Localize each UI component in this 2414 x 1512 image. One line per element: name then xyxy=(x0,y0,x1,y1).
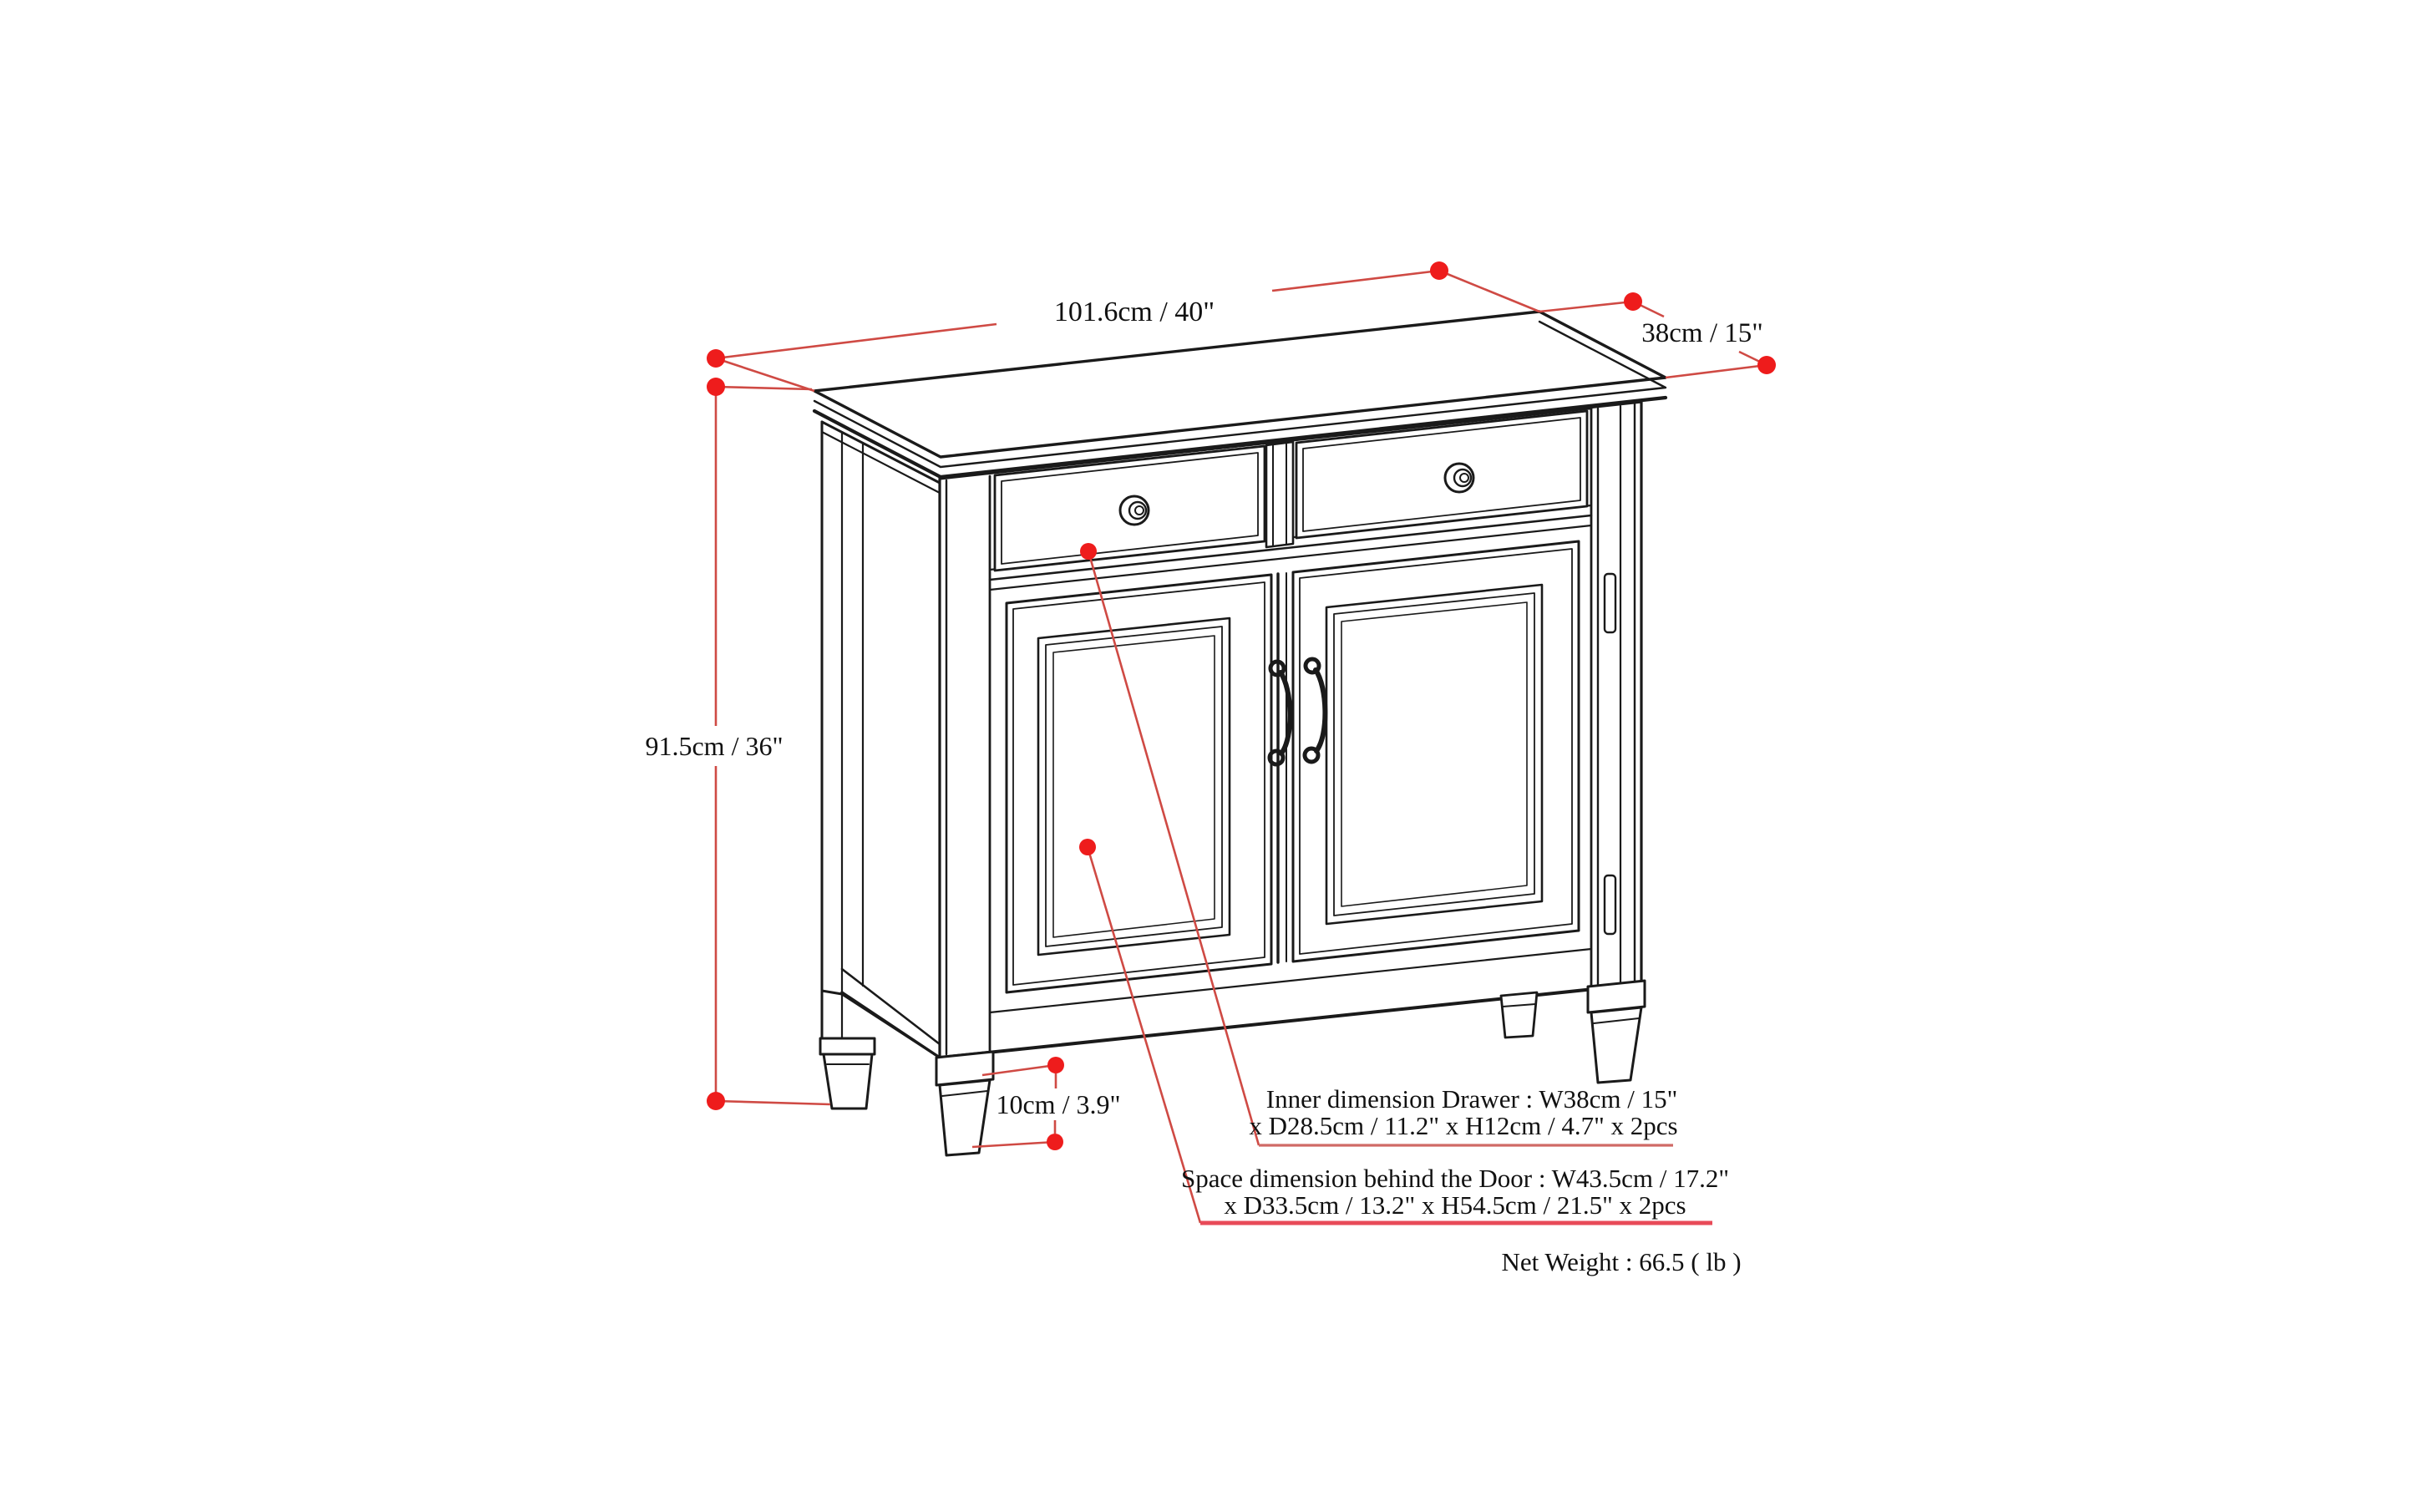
dimension-endpoint-dot xyxy=(1047,1134,1063,1150)
back-right-leg xyxy=(1501,992,1537,1038)
door-annotation-line2: x D33.5cm / 13.2" x H54.5cm / 21.5" x 2pcs xyxy=(1224,1190,1686,1220)
front-left-leg xyxy=(936,1052,993,1155)
dimension-endpoint-dot xyxy=(1430,261,1448,280)
left-door[interactable] xyxy=(1007,575,1271,992)
cabinet-drawing xyxy=(814,312,1666,1155)
dimension-endpoint-dot xyxy=(1624,292,1642,311)
height-dimension-label: 91.5cm / 36" xyxy=(645,731,784,761)
door-annotation-line1: Space dimension behind the Door : W43.5cm / 17.2" xyxy=(1180,1164,1730,1193)
drawer-center-stile xyxy=(1266,442,1293,547)
dimension-endpoint-dot xyxy=(707,1092,725,1110)
leg-dimension-label: 10cm / 3.9" xyxy=(996,1089,1121,1119)
width-dimension-label: 101.6cm / 40" xyxy=(1053,297,1215,327)
dimension-endpoint-dot xyxy=(1047,1057,1064,1073)
drawer-annotation-line2: x D28.5cm / 11.2" x H12cm / 4.7" x 2pcs xyxy=(1249,1111,1678,1140)
net-weight-label: Net Weight : 66.5 ( lb ) xyxy=(1501,1247,1742,1276)
cabinet-left-side xyxy=(820,422,940,1109)
right-door[interactable] xyxy=(1293,541,1579,961)
leader-dot-door xyxy=(1079,839,1096,855)
leg-dimension xyxy=(972,1057,1121,1150)
height-dimension xyxy=(643,378,830,1110)
door-row xyxy=(1007,541,1579,992)
drawer-annotation-line1: Inner dimension Drawer : W38cm / 15" xyxy=(1265,1084,1678,1114)
dimension-endpoint-dot xyxy=(1757,356,1776,374)
back-left-leg xyxy=(820,1038,875,1109)
leader-dot-drawer xyxy=(1080,543,1097,560)
hinge-top xyxy=(1605,574,1615,632)
depth-dimension-label: 38cm / 15" xyxy=(1641,318,1763,348)
front-right-leg xyxy=(1588,981,1645,1083)
hinge-bottom xyxy=(1605,875,1615,934)
dimension-endpoint-dot xyxy=(707,378,725,396)
dimension-endpoint-dot xyxy=(707,349,725,368)
